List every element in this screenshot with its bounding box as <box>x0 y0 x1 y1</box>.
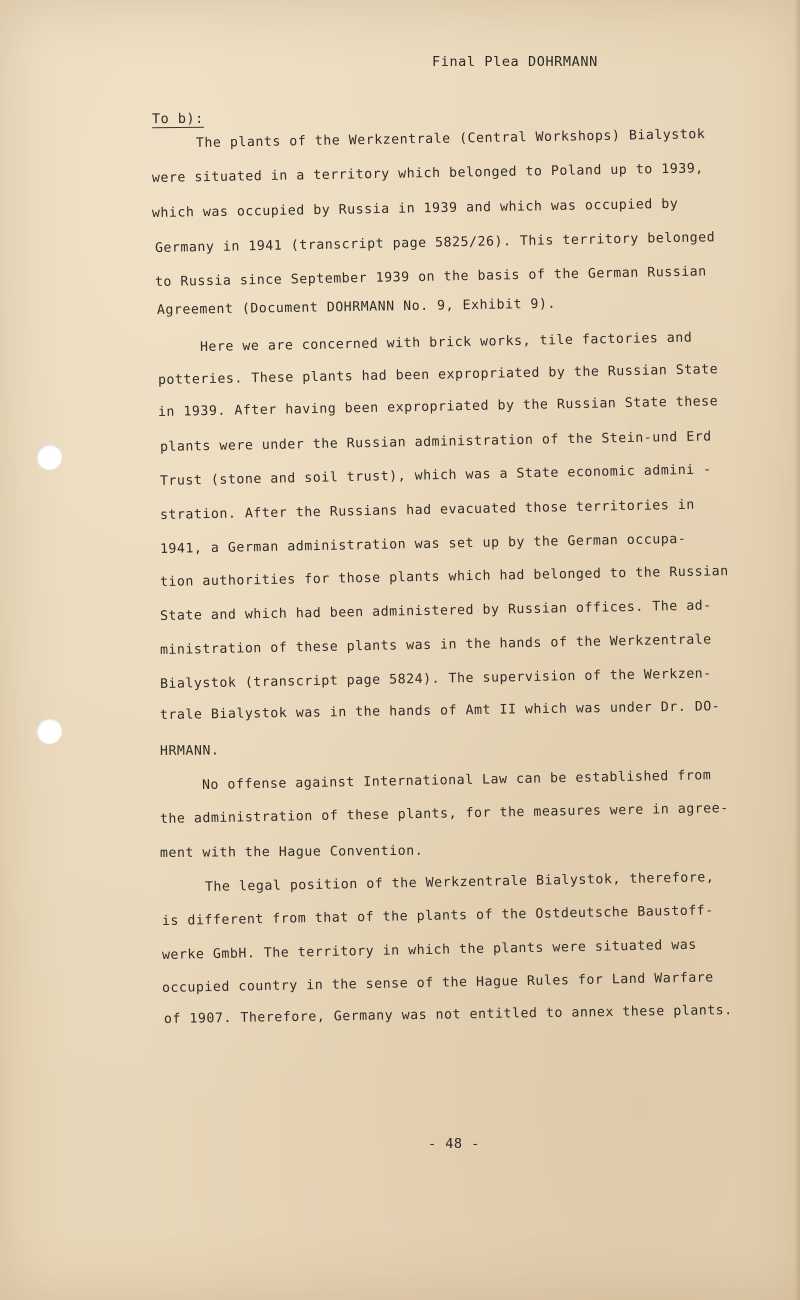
paragraph-line: State and which had been administered by Russian offices. The ad- <box>159 598 712 624</box>
punch-hole-top <box>36 444 62 470</box>
paragraph-line: The legal position of the Werkzentrale Bialystok, therefore, <box>204 870 715 895</box>
punch-hole-bottom <box>36 718 62 744</box>
paragraph-line: The plants of the Werkzentrale (Central Workshops) Bialystok <box>195 127 706 151</box>
paragraph-line: potteries. These plants had been expropriated by the Russian State <box>157 362 719 388</box>
page-number: - 48 - <box>428 1136 480 1152</box>
paragraph-line: stration. After the Russians had evacuated those territories in <box>159 497 695 523</box>
paragraph-line: plants were under the Russian administration of the Stein-und Erd <box>159 429 712 455</box>
paragraph-line: the administration of these plants, for the measures were in agree- <box>159 801 729 827</box>
paragraph-line: Bialystok (transcript page 5824). The supervision of the Werkzen- <box>159 666 712 692</box>
paragraph-line: 1941, a German administration was set up by the German occupa- <box>159 531 687 557</box>
paragraph-line: werke GmbH. The territory in which the plants were situated was <box>161 937 697 963</box>
section-heading-text: To b): <box>151 110 204 128</box>
paragraph-line: in 1939. After having been expropriated by the Russian State these <box>157 394 719 420</box>
paragraph-line: is different from that of the plants of the Ostdeutsche Baustoff- <box>161 903 714 929</box>
paragraph-line: which was occupied by Russia in 1939 and which was occupied by <box>151 196 679 221</box>
paragraph-line: Trust (stone and soil trust), which was a State economic admini - <box>159 462 712 489</box>
paragraph-line: trale Bialystok was in the hands of Amt II which was under Dr. DO- <box>159 699 721 723</box>
paragraph-line: occupied country in the sense of the Hague Rules for Land Warfare <box>161 970 714 996</box>
paragraph-line: of 1907. Therefore, Germany was not entitled to annex these plants. <box>163 1003 733 1027</box>
paragraph-line: No offense against International Law can be established from <box>201 768 712 793</box>
paragraph-line: Here we are concerned with brick works, tile factories and <box>199 330 693 355</box>
paragraph-line: Germany in 1941 (transcript page 5825/26). This territory belonged <box>154 230 716 256</box>
page-header-title: Final Plea DOHRMANN <box>432 54 598 70</box>
paragraph-line: were situated in a territory which belonged to Poland up to 1939, <box>151 161 704 186</box>
section-heading <box>152 111 204 128</box>
paragraph-line: tion authorities for those plants which had belonged to the Russian <box>159 564 729 590</box>
paragraph-line: HRMANN. <box>159 743 220 759</box>
paragraph-line: ministration of these plants was in the hands of the Werkzentrale <box>159 632 712 658</box>
paragraph-line: ment with the Hague Convention. <box>159 843 424 861</box>
paragraph-line: to Russia since September 1939 on the basis of the German Russian <box>154 264 707 290</box>
paragraph-line: Agreement (Document DOHRMANN No. 9, Exhibit 9). <box>156 296 557 318</box>
